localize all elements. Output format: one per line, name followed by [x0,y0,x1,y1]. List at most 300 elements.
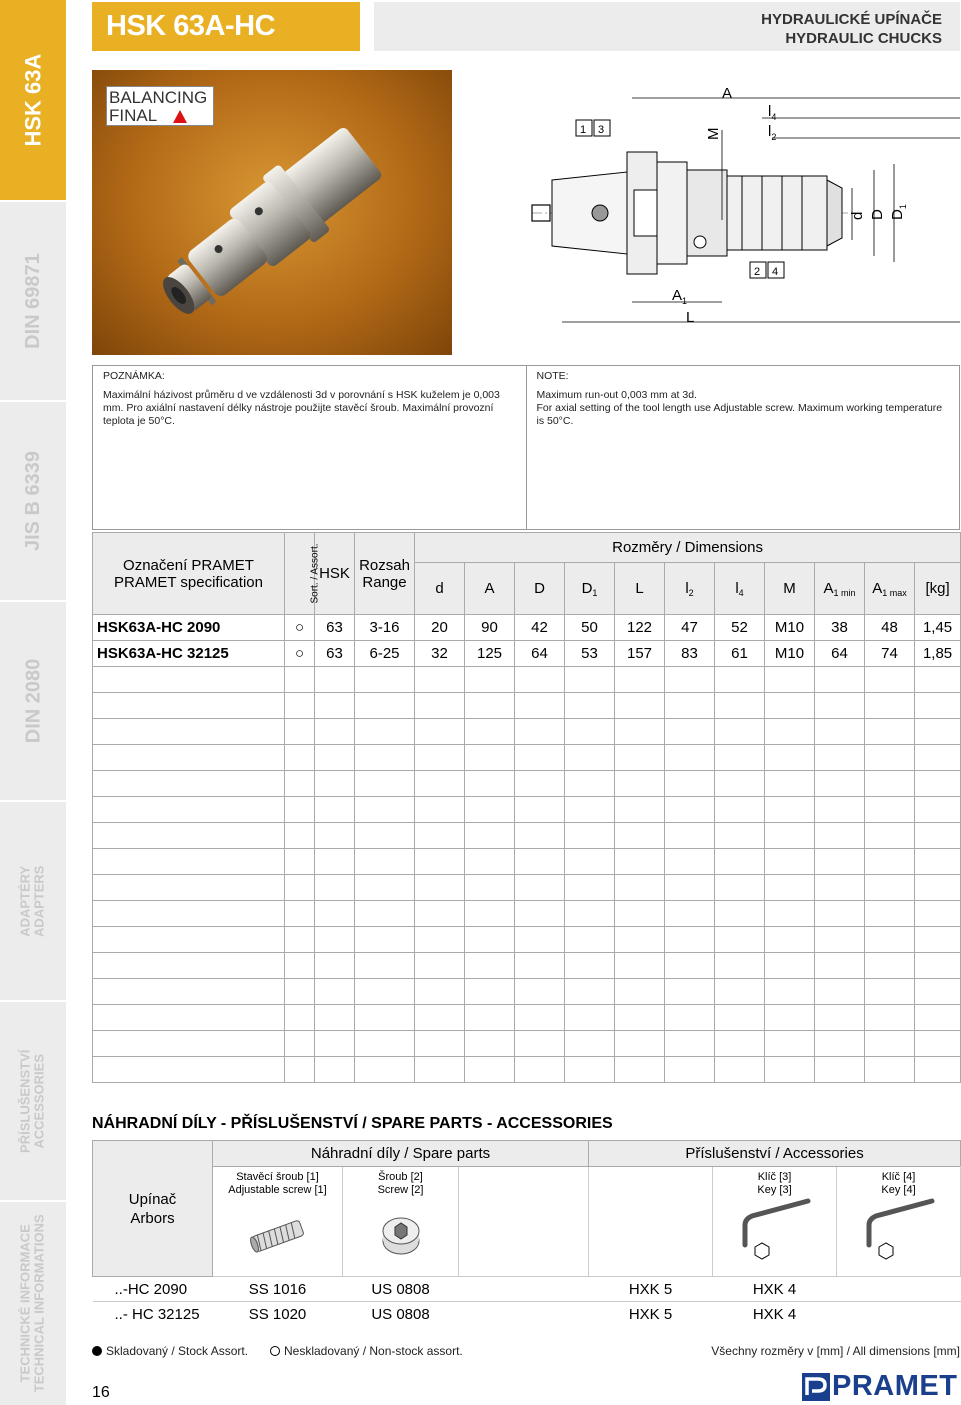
cell-M: M10 [765,615,815,641]
cell-empty [815,979,865,1005]
cell-empty [615,1057,665,1083]
cell-empty [615,979,665,1005]
cell-empty [615,745,665,771]
cell-empty [765,667,815,693]
part-key-4 [837,1167,961,1277]
sidebar-tab-din-2080[interactable] [0,602,66,800]
page-title: HSK 63A-HC [106,10,276,42]
cell-empty [415,979,465,1005]
col-D1 [565,563,615,615]
part-adjustable-screw [213,1167,343,1277]
cell-empty [285,875,315,901]
cell-part2: US 0808 [343,1302,459,1327]
cell-empty [865,1057,915,1083]
cell-empty [815,901,865,927]
cell-empty [459,1277,589,1302]
cell-empty [315,719,355,745]
cell-empty [815,875,865,901]
cell-empty [465,823,515,849]
part-screw [343,1167,459,1277]
cell-empty [285,667,315,693]
cell-empty [715,901,765,927]
cell-empty [765,875,815,901]
cell-empty [465,797,515,823]
cell-empty [815,927,865,953]
cell-empty [915,901,961,927]
cell-empty [815,693,865,719]
cell-empty [565,693,615,719]
cell-empty [715,1005,765,1031]
cell-empty [565,875,615,901]
filled-circle-icon [92,1346,102,1356]
technical-drawing [522,70,960,355]
cell-empty [915,849,961,875]
col-l2-sub: 2 [688,587,694,598]
cell-empty [355,1005,415,1031]
table-row[interactable] [93,1277,961,1302]
cell-empty [865,667,915,693]
cell-empty [415,1057,465,1083]
page-number: 16 [92,1384,110,1401]
cell-A1min: 64 [815,641,865,667]
table-row-empty [93,901,961,927]
cell-empty [415,797,465,823]
cell-empty [465,1031,515,1057]
cell-empty [665,927,715,953]
dim-label-A1: $A_1$ [672,287,688,306]
cell-empty [515,927,565,953]
cell-empty [315,667,355,693]
note-cz-heading: POZNÁMKA: [103,370,165,382]
sidebar-tab-label-cz: TECHNICKÉ INFORMACE [17,1224,33,1383]
cell-empty [765,849,815,875]
hex-key-icon [730,1197,820,1267]
cell-D1: 53 [565,641,615,667]
notes-box [92,365,960,530]
cell-empty [865,719,915,745]
sidebar-tab-jis-b-6339[interactable] [0,402,66,600]
cell-empty [837,1277,961,1302]
dim-label-L: L [686,309,695,326]
cell-empty [465,667,515,693]
cell-empty [93,1057,285,1083]
col-dimensions-group: Rozměry / Dimensions [415,533,961,563]
cell-empty [315,1057,355,1083]
cell-l2: 83 [665,641,715,667]
cell-empty [355,979,415,1005]
cell-empty [665,693,715,719]
table-row-empty [93,823,961,849]
arbors-header [93,1141,213,1277]
cell-empty [315,953,355,979]
cell-empty [515,823,565,849]
sidebar-tab-technical-informations[interactable] [0,1202,66,1405]
cell-empty [665,823,715,849]
table-row-empty [93,667,961,693]
cell-empty [815,797,865,823]
cell-empty [355,667,415,693]
cell-empty [515,667,565,693]
cell-empty [465,849,515,875]
sidebar-tab-label-group [19,865,48,937]
spare-parts-title: NÁHRADNÍ DÍLY - PŘÍSLUŠENSTVÍ / SPARE PARTS - ACCESSORIES [92,1115,613,1132]
cell-l4: 52 [715,615,765,641]
cell-empty [815,745,865,771]
cell-empty [515,979,565,1005]
cell-empty [465,719,515,745]
specification-table [92,532,961,1083]
dimensions-note: Všechny rozměry v [mm] / All dimensions [mm] [711,1344,960,1358]
sidebar [0,0,70,1405]
cell-empty [765,823,815,849]
table-row-empty [93,745,961,771]
cell-part4: HXK 4 [713,1302,837,1327]
cell-empty [615,719,665,745]
cell-empty [415,667,465,693]
cell-empty [415,875,465,901]
legend-stock [92,1344,248,1358]
sidebar-tab-accessories[interactable] [0,1002,66,1200]
cell-empty [355,875,415,901]
cell-empty [715,953,765,979]
cell-part3: HXK 5 [589,1277,713,1302]
cell-empty [565,953,615,979]
cell-empty [465,1005,515,1031]
cell-empty [285,719,315,745]
cell-empty [285,1057,315,1083]
cell-empty [615,667,665,693]
pramet-logo-text: PRAMET [832,1370,958,1402]
cell-empty [765,745,815,771]
cell-empty [515,875,565,901]
cell-empty [355,1031,415,1057]
cell-d: 32 [415,641,465,667]
cell-empty [355,771,415,797]
ref-box-3: 3 [598,124,605,136]
cell-empty [865,745,915,771]
cell-empty [565,745,615,771]
cell-empty [355,901,415,927]
sidebar-tab-hsk-63a[interactable] [0,0,66,200]
cell-empty [93,1031,285,1057]
page-title-box [92,2,360,51]
cell-empty [715,771,765,797]
cell-empty [315,1005,355,1031]
cell-empty [915,875,961,901]
cell-empty [765,693,815,719]
table-row-empty [93,927,961,953]
cell-empty [915,1031,961,1057]
dim-label-l4: $l_4$ [768,103,777,122]
col-l4-sub: 4 [738,587,744,598]
cell-range: 6-25 [355,641,415,667]
cell-empty [865,771,915,797]
cell-empty [915,719,961,745]
col-kg: [kg] [915,563,961,615]
col-spec-cz: Označení PRAMET [123,556,254,574]
part-label-cz: Šroub [2] [378,1171,423,1183]
cell-empty [865,927,915,953]
cell-empty [515,693,565,719]
cell-empty [715,1031,765,1057]
cell-empty [415,823,465,849]
cell-empty [715,667,765,693]
cell-empty [815,1057,865,1083]
cell-empty [665,875,715,901]
cell-empty [565,979,615,1005]
cell-empty [715,849,765,875]
cell-empty [815,823,865,849]
cell-empty [415,1031,465,1057]
cell-empty [915,953,961,979]
cell-empty [765,1005,815,1031]
cell-hsk: 63 [315,641,355,667]
spare-parts-table [92,1140,961,1327]
sidebar-tab-label-en: ADAPTERS [32,865,48,937]
cell-empty [615,1031,665,1057]
cell-code: HSK63A-HC 32125 [93,641,285,667]
cell-empty [515,771,565,797]
category-cz: HYDRAULICKÉ UPÍNAČE [761,11,942,28]
part-key-3 [713,1167,837,1277]
cell-empty [415,1005,465,1031]
warning-triangle-icon [173,110,187,123]
cell-L: 157 [615,641,665,667]
cell-empty [615,823,665,849]
sidebar-tab-label-en: ACCESSORIES [32,1053,48,1149]
cell-empty [415,771,465,797]
cell-empty [715,823,765,849]
cell-kg: 1,85 [915,641,961,667]
chuck-dimension-drawing [522,70,960,355]
cell-empty [465,979,515,1005]
cell-empty [815,667,865,693]
cell-empty [93,979,285,1005]
dim-label-d: d [849,211,866,220]
col-D: D [515,563,565,615]
cell-empty [865,1005,915,1031]
cell-empty [315,797,355,823]
cell-empty [815,953,865,979]
cell-empty [565,1031,615,1057]
cell-empty [355,745,415,771]
table-row-empty [93,979,961,1005]
col-A1min-main: A [823,579,834,597]
dim-label-l2: $l_2$ [768,123,777,142]
cell-empty [615,953,665,979]
cell-empty [285,927,315,953]
cell-empty [915,1005,961,1031]
cell-sort: ○ [285,615,315,641]
part-label-en: Screw [2] [377,1184,424,1196]
cell-empty [93,745,285,771]
table-row[interactable] [93,615,961,641]
cell-empty [355,823,415,849]
cell-part2: US 0808 [343,1277,459,1302]
cell-empty [465,875,515,901]
cell-empty [565,1005,615,1031]
cell-empty [665,953,715,979]
cell-empty [465,927,515,953]
col-spec-en: PRAMET specification [114,573,263,591]
dim-label-A: A [722,85,733,102]
cell-empty [615,797,665,823]
col-A1min [815,563,865,615]
table-row-empty [93,797,961,823]
col-D1-main: D [581,579,593,597]
cell-empty [93,797,285,823]
table-row[interactable] [93,641,961,667]
col-A1max [865,563,915,615]
cell-kg: 1,45 [915,615,961,641]
table-row-empty [93,849,961,875]
part-label-cz: Klíč [4] [881,1171,916,1183]
cell-sort: ○ [285,641,315,667]
cell-empty [565,901,615,927]
col-l4 [715,563,765,615]
cell-empty [665,745,715,771]
cell-empty [765,927,815,953]
cell-empty [865,979,915,1005]
cell-empty [915,771,961,797]
cell-empty [615,927,665,953]
cell-empty [315,927,355,953]
cell-part1: SS 1016 [213,1277,343,1302]
cell-empty [465,901,515,927]
cell-empty [515,1057,565,1083]
cell-empty [665,1031,715,1057]
cell-empty [355,953,415,979]
cell-empty [815,719,865,745]
screw-icon [371,1211,431,1261]
cell-empty [715,693,765,719]
cell-empty [915,1057,961,1083]
note-cz [93,366,526,529]
cell-empty [285,1031,315,1057]
category-header [374,2,960,51]
note-cz-text: Maximální házivost průměru d ve vzdálenosti 3d v porovnání s HSK kuželem je 0,003 mm. Pro axiální nastavení délky nástroje použijte stavěcí šroub. Maximální provozní teplota je 50°C. [103,389,500,427]
cell-empty [515,745,565,771]
cell-empty [865,901,915,927]
col-sort [285,533,321,615]
cell-l2: 47 [665,615,715,641]
cell-empty [465,693,515,719]
cell-empty [285,849,315,875]
cell-empty [93,875,285,901]
cell-A1min: 38 [815,615,865,641]
cell-empty [915,979,961,1005]
cell-empty [915,797,961,823]
cell-empty [815,1005,865,1031]
cell-empty [515,953,565,979]
sidebar-tab-label: DIN 2080 [22,658,44,744]
part-label-en: Key [3] [757,1184,792,1196]
cell-empty [93,1005,285,1031]
cell-empty [285,797,315,823]
table-row-empty [93,771,961,797]
part-empty [459,1167,589,1277]
table-row-empty [93,1031,961,1057]
cell-empty [615,1005,665,1031]
cell-empty [915,667,961,693]
arbors-cz: Upínač [128,1190,177,1208]
col-A1max-main: A [872,579,883,597]
cell-empty [865,797,915,823]
cell-M: M10 [765,641,815,667]
cell-empty [565,797,615,823]
cell-empty [765,1031,815,1057]
pramet-logo [802,1372,960,1402]
cell-empty [93,901,285,927]
accessories-group-header: Příslušenství / Accessories [589,1141,961,1167]
ref-box-2: 2 [754,266,761,278]
cell-A1max: 48 [865,615,915,641]
cell-empty [415,849,465,875]
cell-empty [515,797,565,823]
cell-part4: HXK 4 [713,1277,837,1302]
cell-empty [515,1005,565,1031]
cell-D1: 50 [565,615,615,641]
pramet-logo-mark-icon [802,1373,830,1401]
cell-empty [915,927,961,953]
cell-empty [415,953,465,979]
cell-empty [315,745,355,771]
cell-empty [665,771,715,797]
cell-empty [315,849,355,875]
cell-d: 20 [415,615,465,641]
cell-hsk: 63 [315,615,355,641]
dim-label-D: D [869,209,886,220]
cell-empty [465,745,515,771]
legend-nonstock-label: Neskladovaný / Non-stock assort. [284,1344,463,1358]
sidebar-tab-label: JIS B 6339 [22,450,45,552]
cell-empty [915,693,961,719]
category-en: HYDRAULIC CHUCKS [785,30,942,47]
cell-empty [515,719,565,745]
col-l2 [665,563,715,615]
sidebar-tab-label-en: TECHNICAL INFORMATIONS [32,1214,47,1393]
table-row-empty [93,1005,961,1031]
cell-empty [865,849,915,875]
col-A1min-sub: 1 min [833,587,856,598]
cell-empty [515,901,565,927]
cell-empty [355,797,415,823]
cell-empty [285,693,315,719]
table-row[interactable] [93,1302,961,1327]
balancing-badge [106,86,214,126]
sidebar-tab-din-69871[interactable] [0,202,66,400]
sidebar-tab-label-cz: PŘÍSLUŠENSTVÍ [17,1049,33,1153]
sidebar-tab-adapters[interactable] [0,802,66,1000]
product-photo [92,70,452,355]
cell-empty [355,927,415,953]
cell-empty [665,719,715,745]
cell-range: 3-16 [355,615,415,641]
legend-nonstock [270,1344,463,1358]
cell-empty [665,849,715,875]
cell-empty [285,953,315,979]
cell-empty [715,719,765,745]
cell-empty [415,927,465,953]
cell-empty [93,927,285,953]
cell-empty [815,771,865,797]
cell-empty [765,901,815,927]
cell-empty [515,849,565,875]
cell-empty [665,667,715,693]
cell-empty [915,745,961,771]
cell-arbor: ..-HC 2090 [93,1277,213,1302]
cell-empty [765,797,815,823]
